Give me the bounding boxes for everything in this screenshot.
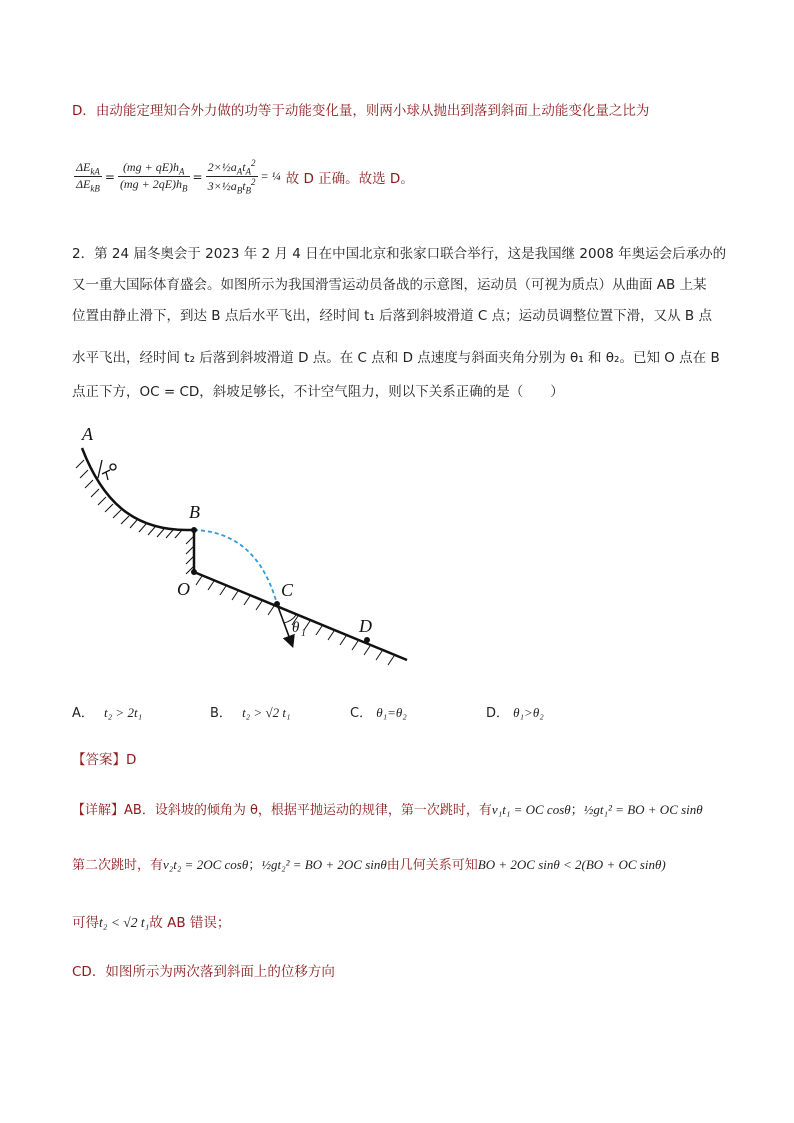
section-d-text: 由动能定理知合外力做的功等于动能变化量，则两小球从抛出到落到斜面上动能变化量之比为 <box>95 103 650 119</box>
answer-line <box>72 750 136 770</box>
detail-line-1: 【详解】AB．设斜坡的倾角为 θ，根据平抛运动的规律，第一次跳时，有v₁t₁ = OC cosθ；½gt₁² = BO + OC sinθ <box>72 802 703 818</box>
section-d-line <box>72 101 649 121</box>
question-line-1: 2．第 24 届冬奥会于 2023 年 2 月 4 日在中国北京和张家口联合举行，这是我国继 2008 年奥运会后承办的 <box>72 246 727 262</box>
answer-value: D <box>126 752 137 768</box>
detail-line-3: 可得t₂ < √2 t₁故 AB 错误； <box>72 915 231 931</box>
formula-d-force-ratio: $\frac{(mg + qE)h_A}{(mg + 2qE)h_B}$ <box>119 160 188 194</box>
label-b: B <box>189 502 200 522</box>
option-a[interactable]: A． t₂ > 2t₁ <box>72 705 143 721</box>
label-o: O <box>177 579 190 599</box>
question-line-2: 又一重大国际体育盛会。如图所示为我国滑雪运动员备战的示意图，运动员（可视为质点）从曲面 AB 上某 <box>72 277 707 293</box>
point-b <box>191 527 197 533</box>
formula-d-tail: 故 D 正确。故选 D。 <box>285 170 414 187</box>
formula-d-accel-ratio: $\frac{2\times\frac{1}{2}a_At_A^2}{3\times\frac{1}{2}a_Bt_B^2}$ <box>207 158 256 196</box>
detail-label: 【详解】 <box>72 803 125 818</box>
option-d[interactable]: D． θ₁>θ₂ <box>486 705 544 721</box>
ski-jump-figure <box>72 420 417 680</box>
option-c[interactable]: C． θ₁=θ₂ <box>350 705 407 721</box>
formula-d: $\frac{\Delta E_{kA}}{\Delta E_{kB}}$ = $\frac{(mg + qE)h_A}{(mg + 2qE)h_B}$ = $\frac{2\times\frac{1}{2}a_At_A^2}{3\times\frac{1}{2}a_Bt_B^2}$ = ¼ 故 D 正确。故选 D。 <box>76 158 414 196</box>
label-theta: θ <box>292 620 300 636</box>
ski-jump-diagram <box>72 420 417 680</box>
section-d-prefix: D． <box>72 103 96 119</box>
question-line-5: 点正下方，OC = CD，斜坡足够长，不计空气阻力，则以下关系正确的是（ ） <box>72 384 564 400</box>
formula-d-ratio: $\frac{\Delta E_{kA}}{\Delta E_{kB}}$ <box>76 160 100 194</box>
question-line-4: 水平飞出，经时间 t₂ 后落到斜坡滑道 D 点。在 C 点和 D 点速度与斜面夹角分别为 θ₁ 和 θ₂。已知 O 点在 B <box>72 350 720 366</box>
option-b[interactable]: B． t₂ > √2 t₁ <box>210 705 291 721</box>
detail-line-4: CD．如图所示为两次落到斜面上的位移方向 <box>72 964 335 980</box>
trajectory-path <box>194 530 277 604</box>
skier-icon <box>98 460 116 480</box>
point-o <box>191 569 197 575</box>
label-theta-sub: 1 <box>301 628 306 639</box>
answer-label: 【答案】 <box>72 752 126 768</box>
question-line-3: 位置由静止滑下，到达 B 点后水平飞出，经时间 t₁ 后落到斜坡滑道 C 点；运动员调整位置下滑，又从 B 点 <box>72 308 712 324</box>
detail-line-2: 第二次跳时，有v₂t₂ = 2OC cosθ；½gt₂² = BO + 2OC sinθ由几何关系可知BO + 2OC sinθ < 2(BO + OC sinθ) <box>72 857 666 873</box>
formula-d-result: = ¼ <box>260 169 281 184</box>
point-d <box>364 637 370 643</box>
label-c: C <box>281 580 294 600</box>
label-a: A <box>82 424 93 444</box>
label-d: D <box>359 616 372 636</box>
slope-line <box>194 572 407 660</box>
question-number: 2． <box>72 246 95 262</box>
